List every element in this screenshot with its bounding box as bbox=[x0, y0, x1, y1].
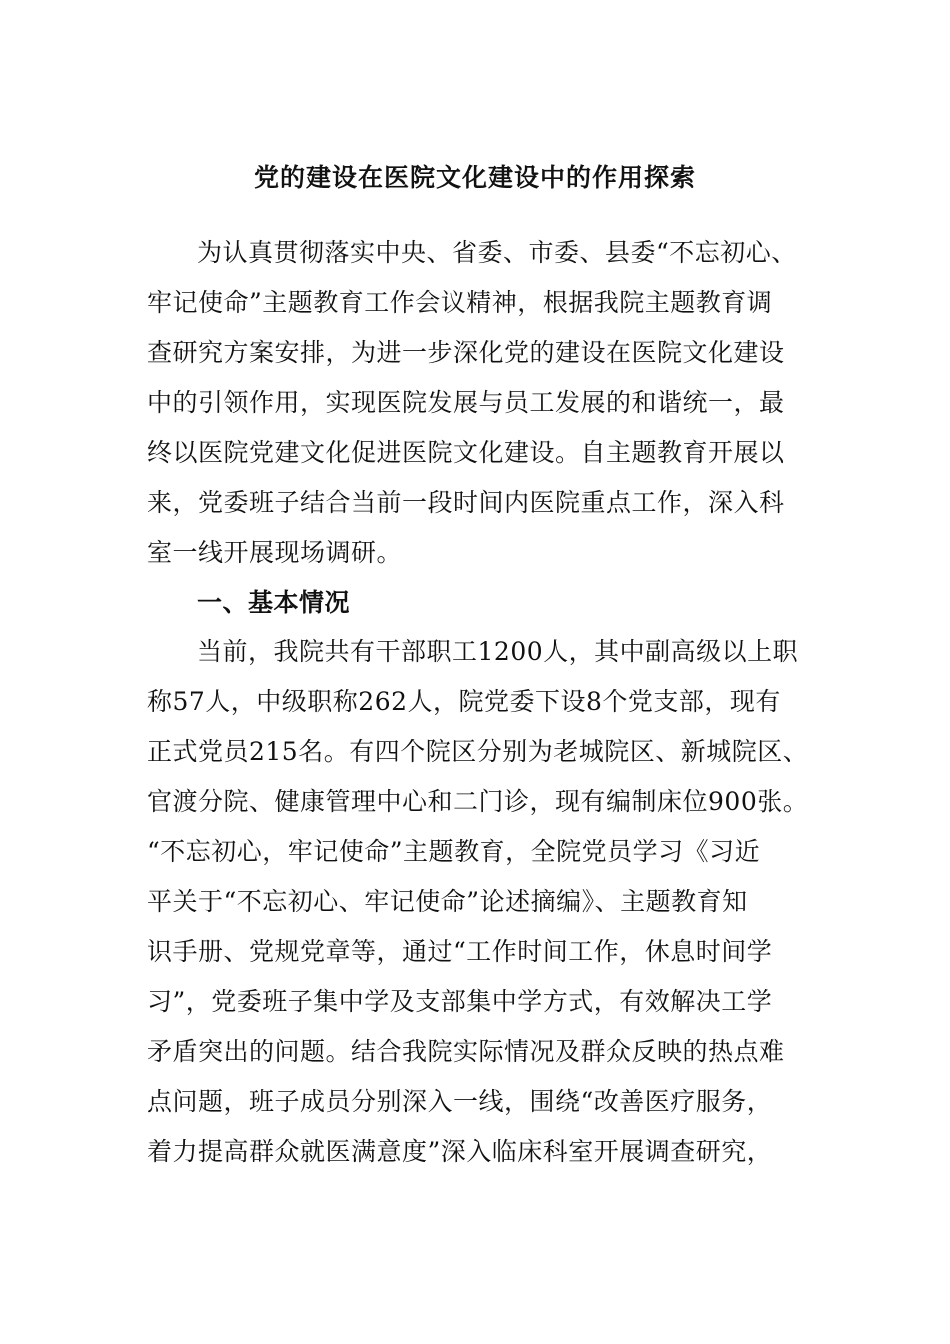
paragraph-line: “不忘初心，牢记使命”主题教育，全院党员学习《习近 bbox=[147, 837, 761, 866]
paragraph-line: 识手册、党规党章等，通过“工作时间工作，休息时间学 bbox=[147, 937, 773, 966]
paragraph-line: 牢记使命”主题教育工作会议精神，根据我院主题教育调 bbox=[147, 288, 773, 317]
paragraph-line: 当前，我院共有干部职工1200人，其中副高级以上职 bbox=[197, 637, 799, 666]
document-title: 党的建设在医院文化建设中的作用探索 bbox=[253, 163, 696, 192]
paragraph-line: 中的引领作用，实现医院发展与员工发展的和谐统一，最 bbox=[147, 388, 785, 417]
section-heading: 一、基本情况 bbox=[197, 588, 351, 617]
paragraph-line: 来，党委班子结合当前一段时间内医院重点工作，深入科 bbox=[147, 488, 785, 517]
paragraph-line: 着力提高群众就医满意度”深入临床科室开展调查研究， bbox=[147, 1137, 773, 1166]
paragraph-line: 正式党员215名。有四个院区分别为老城院区、新城院区、 bbox=[147, 737, 809, 766]
paragraph-line: 矛盾突出的问题。结合我院实际情况及群众反映的热点难 bbox=[147, 1037, 785, 1066]
paragraph-line: 平关于“不忘初心、牢记使命”论述摘编》、主题教育知 bbox=[147, 887, 748, 916]
paragraph-line: 习”，党委班子集中学及支部集中学方式，有效解决工学 bbox=[147, 987, 773, 1016]
paragraph-line: 称57人，中级职称262人，院党委下设8个党支部，现有 bbox=[147, 687, 781, 716]
paragraph-line: 室一线开展现场调研。 bbox=[147, 538, 403, 567]
paragraph-line: 终以医院党建文化促进医院文化建设。自主题教育开展以 bbox=[147, 438, 785, 467]
paragraph-line: 官渡分院、健康管理中心和二门诊，现有编制床位900张。 bbox=[147, 787, 809, 816]
paragraph-line: 点问题，班子成员分别深入一线，围绕“改善医疗服务， bbox=[147, 1087, 773, 1116]
paragraph-line: 查研究方案安排，为进一步深化党的建设在医院文化建设 bbox=[147, 338, 785, 367]
paragraph-line: 为认真贯彻落实中央、省委、市委、县委“不忘初心、 bbox=[197, 238, 797, 267]
